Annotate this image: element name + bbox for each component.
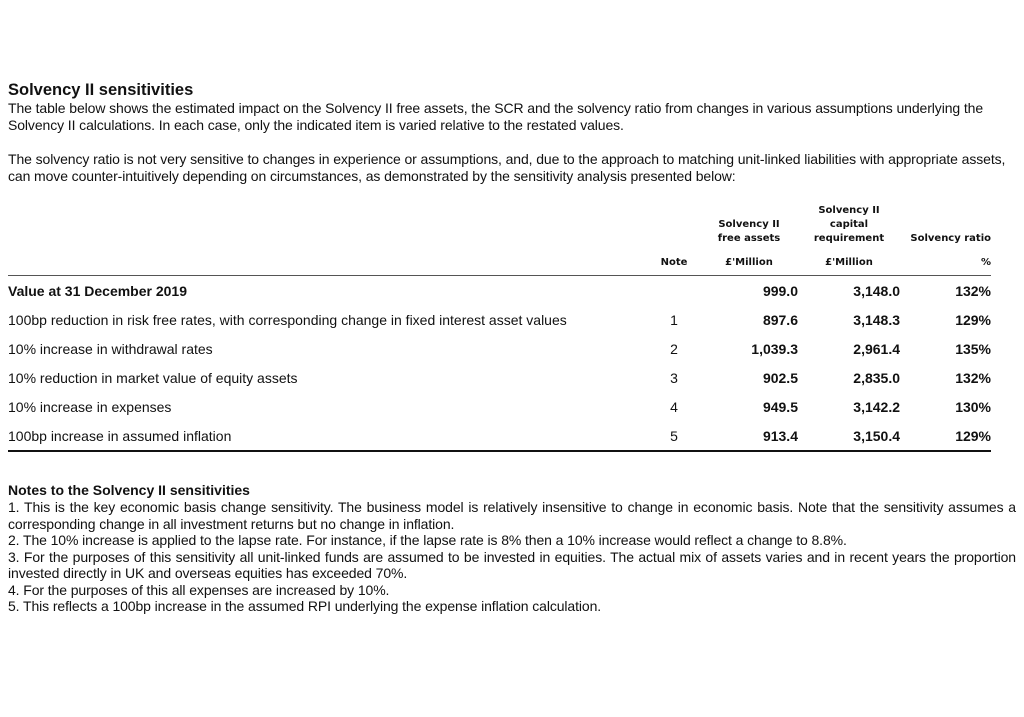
- row-note: 1: [670, 311, 678, 328]
- note-item-3: 3. For the purposes of this sensitivity all unit-linked funds are assumed to be invested in equities. The actual mix of assets varies and in recent years the proportion invested directly in UK and overseas equities has exceeded 70%.: [8, 548, 1016, 581]
- row-ratio: 130%: [955, 398, 991, 415]
- row-note: 4: [670, 398, 678, 415]
- row-free-assets: 1,039.3: [751, 340, 798, 357]
- row-free-assets: 999.0: [700, 276, 798, 306]
- row-ratio: 129%: [900, 421, 991, 451]
- note-item-4: 4. For the purposes of this all expenses are increased by 10%.: [8, 581, 390, 598]
- units-scr: £'Million: [798, 250, 900, 276]
- units-free-assets: £'Million: [700, 250, 798, 276]
- section-title: Solvency II sensitivities: [8, 81, 194, 99]
- table-row: [8, 334, 991, 363]
- header-free-assets: [700, 204, 798, 250]
- row-note: [648, 276, 700, 306]
- table-row: [8, 276, 991, 306]
- row-ratio: 132%: [955, 369, 991, 386]
- header-label-blank: [8, 204, 648, 250]
- note-item-2: 2. The 10% increase is applied to the lapse rate. For instance, if the lapse rate is 8% then a 10% increase would reflect a change to 8.8%.: [8, 532, 847, 548]
- row-ratio: 129%: [955, 311, 991, 328]
- intro-paragraph-1: The table below shows the estimated impact on the Solvency II free assets, the SCR and the solvency ratio from changes in various assumptions underlying the Solvency II calculations. In each case, only the indicated item is varied relative to the restated values.: [8, 100, 984, 133]
- row-label: 10% reduction in market value of equity assets: [8, 369, 298, 386]
- row-free-assets: 913.4: [700, 421, 798, 451]
- row-scr: 3,148.0: [798, 276, 900, 306]
- header-free-assets-line-2: free assets: [717, 233, 781, 244]
- table-header-row: [8, 204, 991, 250]
- notes-section: [8, 482, 1016, 615]
- sensitivities-table: [8, 204, 991, 452]
- note-item-1: 1. This is the key economic basis change sensitivity. The business model is relatively insensitive to change in economic basis. Note that the sensitivity assumes a corresponding change in all investment returns but no change in inflation.: [8, 499, 1016, 532]
- row-label: Value at 31 December 2019: [8, 276, 648, 306]
- row-scr: 3,142.2: [853, 398, 900, 415]
- row-scr: 3,150.4: [798, 421, 900, 451]
- row-note: 5: [648, 421, 700, 451]
- row-free-assets: 897.6: [762, 311, 798, 328]
- row-ratio: 135%: [955, 340, 991, 357]
- table-row: [8, 421, 991, 451]
- header-scr-line-3: requirement: [813, 233, 885, 244]
- row-note: 2: [670, 340, 678, 357]
- header-free-assets-line-1: Solvency II: [718, 219, 780, 230]
- table-row: [8, 392, 991, 421]
- row-label: 10% increase in withdrawal rates: [8, 340, 213, 357]
- header-solvency-ratio: Solvency ratio: [910, 233, 991, 244]
- row-free-assets: 902.5: [762, 369, 798, 386]
- row-note: 3: [670, 369, 678, 386]
- row-label: 10% increase in expenses: [8, 398, 172, 415]
- note-item-5: 5. This reflects a 100bp increase in the assumed RPI underlying the expense inflation calculation.: [8, 598, 602, 614]
- header-note: Note: [648, 250, 700, 276]
- header-scr-line-1: Solvency II: [818, 205, 880, 216]
- table-row: [8, 305, 991, 334]
- notes-title: Notes to the Solvency II sensitivities: [8, 482, 250, 498]
- row-free-assets: 949.5: [762, 398, 798, 415]
- header-scr: [798, 204, 900, 250]
- table-units-row: [8, 250, 991, 276]
- document-page: [8, 80, 1016, 614]
- row-scr: 3,148.3: [853, 311, 900, 328]
- row-ratio: 132%: [900, 276, 991, 306]
- intro-paragraph-2: The solvency ratio is not very sensitive to changes in experience or assumptions, and, due to the approach to matching unit-linked liabilities with appropriate assets, can move counter-intuitively depending on circumstances, as demonstrated by the sensitivity analysis presented below:: [8, 151, 1006, 184]
- row-label: 100bp reduction in risk free rates, with corresponding change in fixed interest asset values: [8, 311, 567, 328]
- row-scr: 2,961.4: [853, 340, 900, 357]
- header-note-blank: [648, 204, 700, 250]
- row-label: 100bp increase in assumed inflation: [8, 421, 648, 451]
- header-scr-line-2: capital: [829, 219, 869, 230]
- units-ratio: %: [900, 250, 991, 276]
- table-row: [8, 363, 991, 392]
- units-label-blank: [8, 250, 648, 276]
- row-scr: 2,835.0: [853, 369, 900, 386]
